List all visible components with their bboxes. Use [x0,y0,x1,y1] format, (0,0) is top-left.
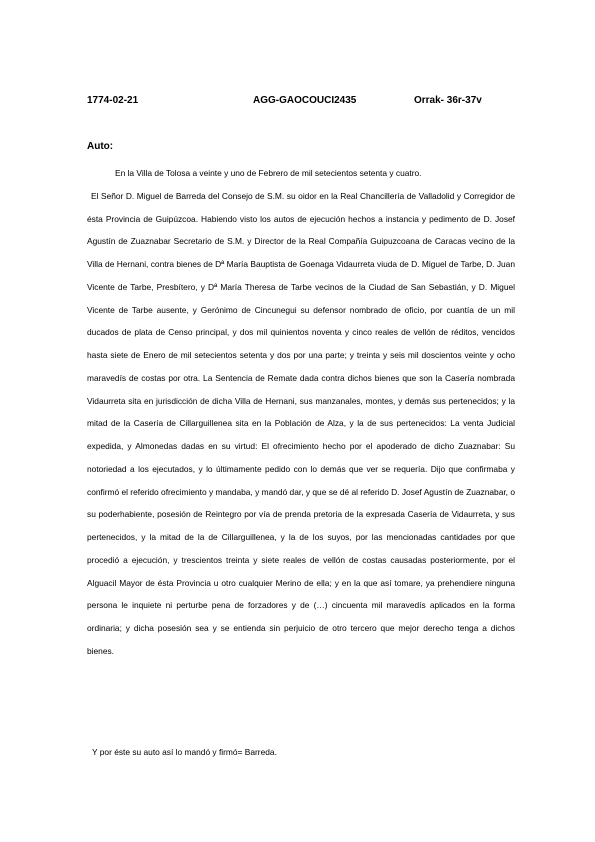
paragraph-intro: En la Villa de Tolosa a veinte y uno de Febrero de mil setecientos setenta y cuatro. [115,168,422,178]
header-folio: Orrak- 36r-37v [414,95,482,106]
paragraph-main: El Señor D. Miguel de Barreda del Consejo de S.M. su oidor en la Real Chancillería de Valladolid y Corregidor de ésta Provincia de Guipúzcoa. Habiendo visto los autos de ejecución hechos a instancia y pedimento de D. Josef Agustín de Zuaznabar Secretario de S.M. y Director de la Real Compañía Guipuzcoana de Caracas vecino de la Villa de Hernani, contra bienes de Dª María Bauptista de Goenaga Vidaurreta viuda de D. Miguel de Tarbe, D. Juan Vicente de Tarbe, Presbítero, y Dª María Theresa de Tarbe vecinos de la Ciudad de San Sebastián, y D. Miguel Vicente de Tarbe ausente, y Gerónimo de Cincunegui su defensor nombrado de oficio, por cuantía de un mil ducados de plata de Censo principal, y dos mil quinientos noventa y cinco reales de vellón de réditos, vencidos hasta siete de Enero de mil setecientos setenta y dos por una parte; y treinta y seis mil doscientos veinte y ocho maravedís de costas por otra. La Sentencia de Remate dada contra dichos bienes que son la Casería nombrada Vidaurreta sita en jurisdicción de dicha Villa de Hernani, sus manzanales, montes, y demás sus pertenecidos; y la mitad de la Casería de Cillarguillenea sita en la Población de Alza, y la de sus pertenecidos: La venta Judicial expedida, y Almonedas dadas en su virtud: El ofrecimiento hecho por el apoderado de dicho Zuaznabar: Su notoriedad a los ejecutados, y lo últimamente pedido con lo demás que ver se requería. Dijo que confirmaba y confirmó el referido ofrecimiento y mandaba, y mandó dar, y que se dé al referido D. Josef Agustín de Zuaznabar, o su poderhabiente, posesión de Reintegro por vía de prenda pretoria de la expresada Casería de Vidaurreta, y sus pertenecidos, y la mitad de la de Cillarguillenea, y la de los suyos, por las mencionadas cantidades por que procedió a ejecución, y trescientos treinta y siete reales de vellón de costas causadas posteriormente, por el Alguacil Mayor de ésta Provincia u otro cualquier Merino de ella; y en la que así tomare, ya prehendiere ninguna persona le inquiete ni perturbe pena de forzadores y de (…) cincuenta mil maravedís aplicados en la forma ordinaria; y dicha posesión sea y se entienda sin perjuicio de otro tercero que mejor derecho tenga a dichos bienes. [87,190,515,656]
document-title: Auto: [87,141,114,152]
document-header [87,95,527,109]
document-body [87,162,515,663]
header-reference: AGG-GAOCOUCI2435 [253,95,357,106]
closing-line: Y por éste su auto así lo mandó y firmó= Barreda. [92,747,277,757]
header-date: 1774-02-21 [87,95,139,106]
